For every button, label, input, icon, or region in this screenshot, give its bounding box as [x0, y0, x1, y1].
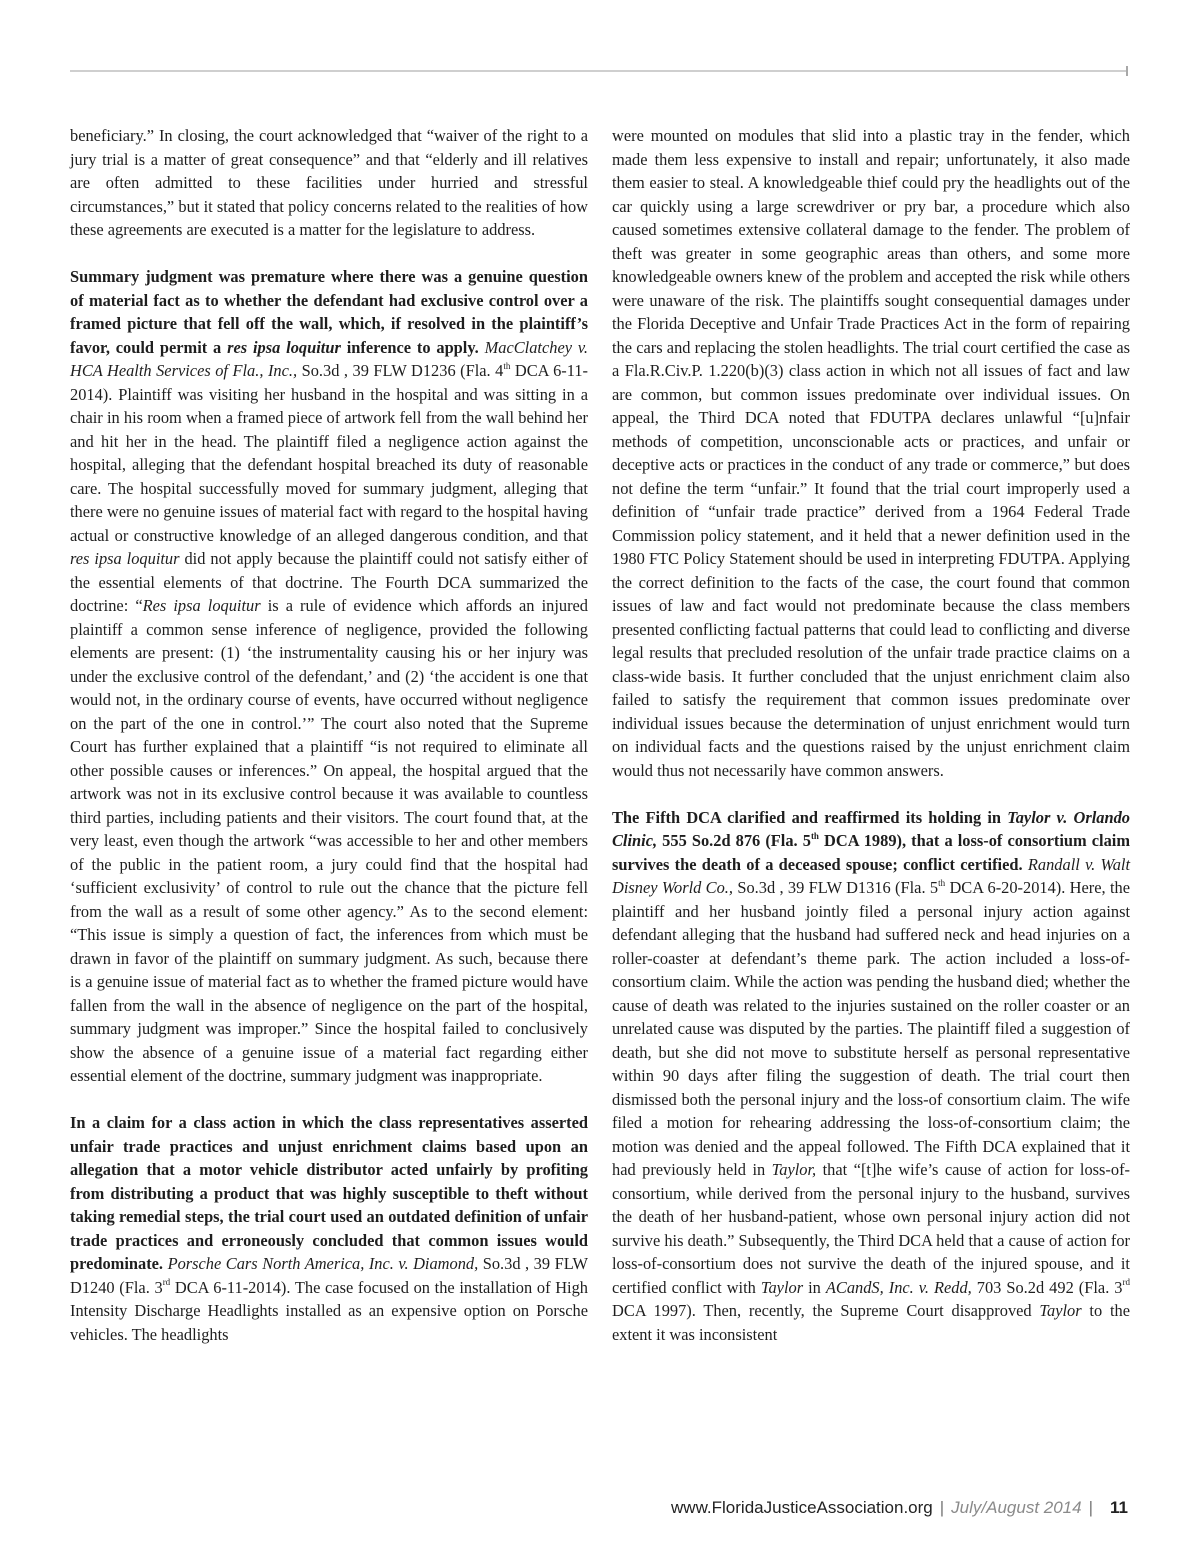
- text-run: th: [503, 360, 511, 371]
- text-run: in: [803, 1277, 826, 1297]
- footer-issue-date: July/August 2014: [951, 1498, 1082, 1517]
- text-run: res ipsa loquitur: [70, 549, 180, 568]
- text-run: Taylor: [1039, 1301, 1082, 1320]
- text-run: ACandS, Inc. v. Redd,: [825, 1277, 972, 1297]
- text-run: th: [938, 877, 946, 888]
- text-run: Res ipsa loquitur: [142, 596, 261, 615]
- text-run: The Fifth DCA clarified and reaffirmed its holding in: [612, 807, 1008, 827]
- header-rule-end-tick: [1126, 66, 1128, 76]
- text-run: 703 So.2d 492 (Fla. 3: [971, 1277, 1123, 1297]
- text-run: did not apply because the plaintiff could not satisfy either of the essential elements of that doctrine. The Fourth DCA summarized the doctrine: “: [70, 549, 589, 615]
- text-run: Summary judgment was premature where there was a genuine question of material fact as to whether the defendant had exclusive control over a framed picture that fell off the wall, which, if resolved in the plaintiff’s favor, could permit a: [70, 267, 588, 357]
- text-run: inference to apply.: [340, 337, 479, 357]
- left-paragraph-1: [70, 124, 588, 242]
- text-run: is a rule of evidence which affords an injured plaintiff a common sense inference of negligence, provided the following elements are present: (1) ‘the instrumentality causing his or her injury was under the exclusive control of the defendant,’ and (2) ‘the accident is one that would not, in the ordinary course of events, have occurred without negligence on the part of the one in control.’” The court also noted that the Supreme Court has further explained that a plaintiff “is not required to eliminate all other possible causes or inferences.” On appeal, the hospital argued that the artwork was not in its exclusive control because it was available to countless third parties, including patients and their visitors. The court found that, at the very least, even though the artwork “was accessible to her and other members of the public in the patient room, a jury could find that the hospital had ‘sufficient exclusivity’ of control to rule out the chance that the picture fell from the wall as a result of some other agency.” As to the second element: “This issue is simply a question of fact, the inferences from which must be drawn in favor of the plaintiff on summary judgment. As such, because there is a genuine issue of material fact as to whether the framed picture would have fallen from the wall in the absence of negligence on the part of the hospital, summary judgment was improper.” Since the hospital failed to conclusively show the absence of a genuine issue of a material fact regarding either essential element of the doctrine, summary judgment was inappropriate.: [70, 596, 588, 1085]
- text-run: beneficiary.” In closing, the court acknowledged that “waiver of the right to a jury trial is a matter of great consequence” and that “elderly and ill relatives are often admitted to these facilities under hurried and stressful circumstances,” but it stated that policy concerns related to the realities of how these agreements are executed is a matter for the legislature to address.: [70, 126, 588, 239]
- left-paragraph-3-class-action: [70, 1111, 588, 1346]
- text-run: In a claim for a class action in which the class representatives asserted unfair trade practices and unjust enrichment claims based upon an allegation that a motor vehicle distributor acted unfairly by profiting from distributing a product that was highly susceptible to theft without taking remedial steps, the trial court used an outdated definition of unfair trade practices and erroneously concluded that common issues would predominate.: [70, 1113, 588, 1273]
- right-paragraph-2-loss-of-consortium: [612, 806, 1130, 1347]
- text-run: So.3d , 39 FLW D1240 (Fla. 3: [70, 1254, 588, 1297]
- text-run: were mounted on modules that slid into a plastic tray in the fender, which made them less expensive to install and repair; unfortunately, it also made them easier to steal. A knowledgeable thief could pry the headlights out of the car quickly using a large screwdriver or pry bar, a procedure which also caused sometimes extensive collateral damage to the fender. The problem of theft was greater in some geographic areas than others, and some more knowledgeable owners knew of the problem and accepted the risk while others were unaware of the risk. The plaintiffs sought consequential damages under the Florida Deceptive and Unfair Trade Practices Act in the form of repairing the cars and replacing the stolen headlights. The trial court certified the case as a Fla.R.Civ.P. 1.220(b)(3) class action in which not all issues of fact and law are common, but common issues predominate over individual issues. On appeal, the Third DCA noted that FDUTPA declares unlawful “[u]nfair methods of competition, unconscionable acts or practices, and unfair or deceptive acts or practices in the conduct of any trade or commerce,” but does not define the term “unfair.” It found that the trial court improperly used a definition of “unfair trade practice” derived from a 1964 Federal Trade Commission policy statement, and it held that a newer definition used in the 1980 FTC Policy Statement should be used in interpreting FDUTPA. Applying the correct definition to the facts of the case, the court found that common issues of law and fact would not predominate because the class members presented conflicting factual patterns that could lead to conflicting and diverse legal results that precluded resolution of the unfair trade practice claims on a class-wide basis. It further concluded that the unjust enrichment claim also failed to satisfy the requirement that common issues predominate over individual issues because the determination of unjust enrichment would turn on individual facts and the questions raised by the unjust enrichment claim would thus not necessarily have common answers.: [612, 126, 1130, 780]
- footer-website: www.FloridaJusticeAssociation.org: [671, 1498, 933, 1517]
- text-run: that “[t]he wife’s cause of action for loss-of-consortium, while derived from the personal injury to the husband, survives the death of her husband-patient, whose own personal injury action did not survive his death.” Subsequently, the Third DCA held that a cause of action for loss-of-consortium does not survive the death of the injured spouse, and it certified conflict with: [612, 1160, 1131, 1297]
- right-paragraph-1-porsche-continued: [612, 124, 1130, 782]
- right-column: [612, 124, 1130, 1346]
- text-run: DCA 6-20-2014). Here, the plaintiff and her husband jointly filed a personal injury action against defendant alleging that the husband had suffered neck and head injuries on a roller-coaster at defendant’s theme park. The action included a loss-of-consortium claim. While the action was pending the husband died; whether the cause of death was related to the injuries sustained on the roller coaster or an unrelated cause was disputed by the parties. The plaintiff filed a suggestion of death, but she did not move to substitute herself as personal representative within 90 days after filing the suggestion of death. The trial court then dismissed both the personal injury and the loss-of consortium claim. The wife filed a motion for rehearing addressing the loss-of-consortium claim; the motion was denied and the appeal followed. The Fifth DCA explained that it had previously held in: [612, 878, 1130, 1179]
- text-run: to the extent it was inconsistent: [612, 1301, 1130, 1344]
- text-run: DCA 6-11-2014). The case focused on the installation of High Intensity Discharge Headlights installed as an expensive option on Porsche vehicles. The headlights: [70, 1277, 588, 1344]
- footer-page-number: 11: [1110, 1498, 1128, 1517]
- text-run: Taylor v. Orlando Clinic,: [612, 807, 1130, 850]
- text-run: th: [810, 830, 819, 841]
- footer-separator: |: [939, 1498, 945, 1517]
- text-run: So.3d , 39 FLW D1316 (Fla. 5: [733, 878, 939, 897]
- text-run: MacClatchey v. HCA Health Services of Fla., Inc.,: [70, 337, 588, 380]
- text-run: rd: [162, 1277, 171, 1288]
- text-run: Porsche Cars North America, Inc. v. Diamond,: [167, 1254, 479, 1273]
- text-run: res ipsa loquitur: [227, 337, 341, 357]
- text-run: DCA 1997). Then, recently, the Supreme Court disapproved: [612, 1301, 1040, 1320]
- left-paragraph-2-res-ipsa: [70, 265, 588, 1088]
- text-run: So.3d , 39 FLW D1236 (Fla. 4: [297, 361, 504, 380]
- text-run: Randall v. Walt Disney World Co.,: [612, 854, 1130, 897]
- text-run: rd: [1122, 1277, 1131, 1288]
- page-footer: [671, 1498, 1128, 1518]
- text-run: DCA 1989), that a loss-of consortium claim survives the death of a deceased spouse; conflict certified.: [612, 831, 1130, 874]
- footer-separator-2: |: [1088, 1498, 1094, 1517]
- text-run: 555 So.2d 876 (Fla. 5: [657, 831, 811, 850]
- text-run: DCA 6-11-2014). Plaintiff was visiting her husband in the hospital and was sitting in a chair in his room when a framed piece of artwork fell from the wall behind her and hit her in the head. The plaintiff filed a negligence action against the hospital, alleging that the defendant hospital breached its duty of reasonable care. The hospital successfully moved for summary judgment, alleging that there were no genuine issues of material fact with regard to the hospital having actual or constructive knowledge of an alleged dangerous condition, and that: [70, 361, 588, 545]
- text-run: Taylor: [760, 1277, 804, 1297]
- text-run: Taylor,: [771, 1160, 817, 1179]
- header-rule: [70, 70, 1128, 72]
- left-column: [70, 124, 588, 1346]
